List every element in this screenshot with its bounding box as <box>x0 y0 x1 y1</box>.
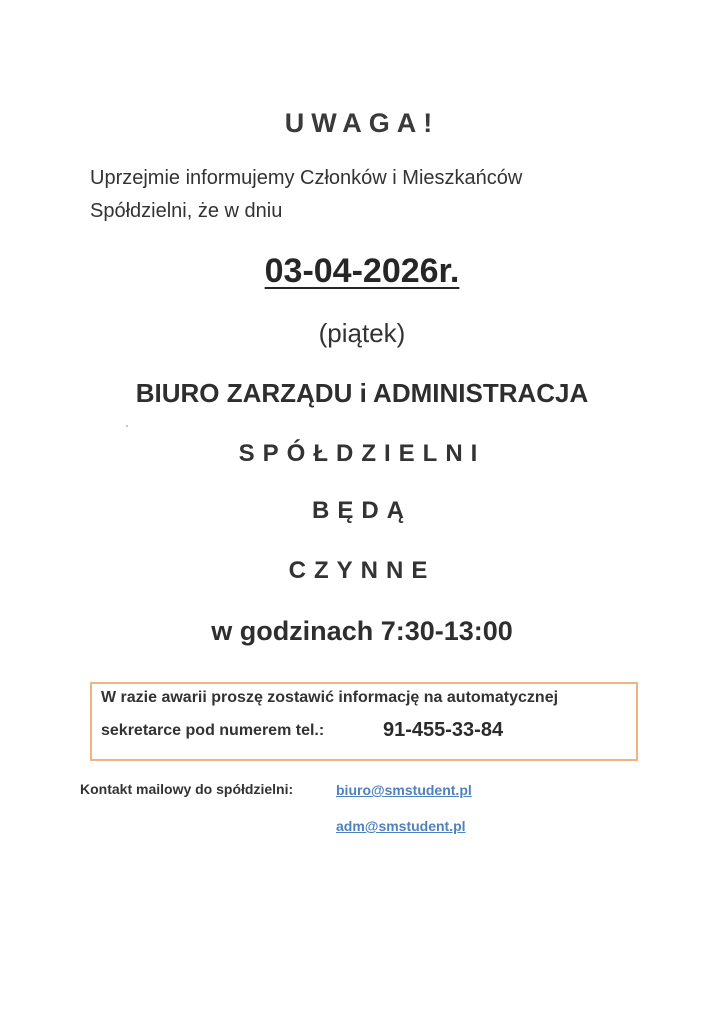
email-link-adm[interactable]: adm@smstudent.pl <box>336 818 466 834</box>
emergency-notice-line-2: sekretarce pod numerem tel.: <box>101 722 325 739</box>
emergency-phone-number: 91-455-33-84 <box>383 719 504 741</box>
office-line: BIURO ZARZĄDU i ADMINISTRACJA <box>135 378 589 408</box>
email-link-biuro[interactable]: biuro@smstudent.pl <box>336 782 472 798</box>
weekday-label: (piątek) <box>318 318 406 348</box>
notice-title: UWAGA! <box>284 108 440 138</box>
will-word: BĘDĄ <box>311 497 412 524</box>
intro-line-1: Uprzejmie informujemy Członków i Mieszkańców <box>90 167 523 189</box>
intro-line-2: Spółdzielni, że w dniu <box>90 200 283 222</box>
open-word: CZYNNE <box>288 557 436 584</box>
opening-hours: w godzinach 7:30-13:00 <box>211 616 513 646</box>
emergency-notice-line-1: W razie awarii proszę zostawić informację na automatycznej <box>101 689 559 706</box>
email-contact-label: Kontakt mailowy do spółdzielni: <box>80 781 294 797</box>
date-line <box>0 252 724 291</box>
coop-word: SPÓŁDZIELNI <box>238 440 486 467</box>
scan-speck <box>126 425 128 427</box>
notice-date: 03-04-2026r. <box>264 252 460 290</box>
